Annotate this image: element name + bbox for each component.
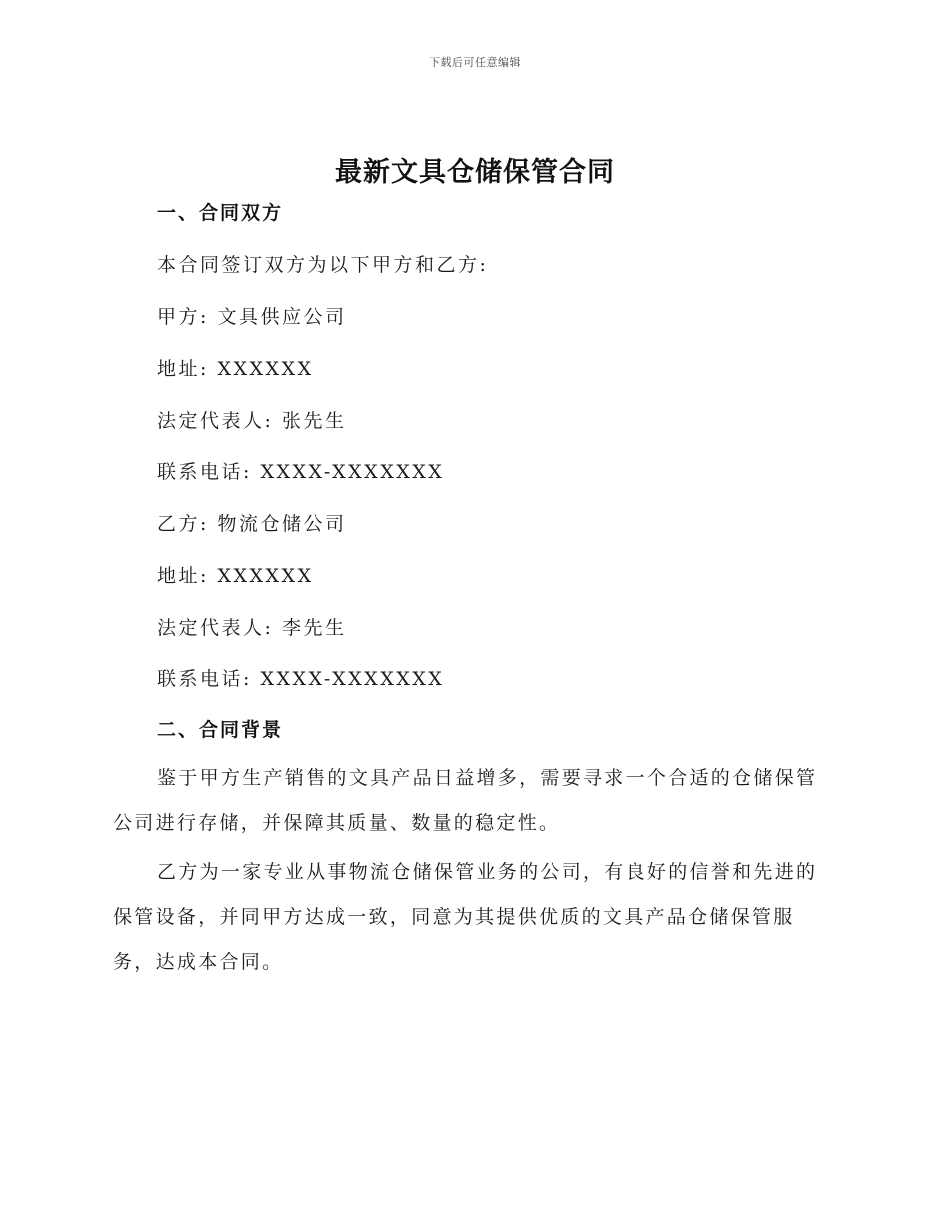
background-paragraph: 乙方为一家专业从事物流仓储保管业务的公司，有良好的信誉和先进的保管设备，并同甲方达成一致，同意为其提供优质的文具产品仓储保管服务，达成本合同。 [113,861,818,973]
party-a-address: 地址: XXXXXX [157,358,314,380]
section-heading-background: 二、合同背景 [157,719,284,741]
background-paragraph: 鉴于甲方生产销售的文具产品日益增多，需要寻求一个合适的仓储保管公司进行存储，并保障其质量、数量的稳定性。 [113,767,818,834]
party-a-name: 甲方: 文具供应公司 [157,306,347,328]
party-b-representative: 法定代表人: 李先生 [157,617,347,639]
party-a-representative: 法定代表人: 张先生 [157,410,347,432]
party-b-address: 地址: XXXXXX [157,565,314,587]
parties-intro: 本合同签订双方为以下甲方和乙方: [157,254,489,276]
page-header: 下载后可任意编辑 [429,56,521,69]
party-b-phone: 联系电话: XXXX-XXXXXXX [157,668,445,690]
section-heading-parties: 一、合同双方 [157,202,284,224]
party-b-name: 乙方: 物流仓储公司 [157,513,347,535]
document-title: 最新文具仓储保管合同 [335,157,615,188]
party-a-phone: 联系电话: XXXX-XXXXXXX [157,461,445,483]
